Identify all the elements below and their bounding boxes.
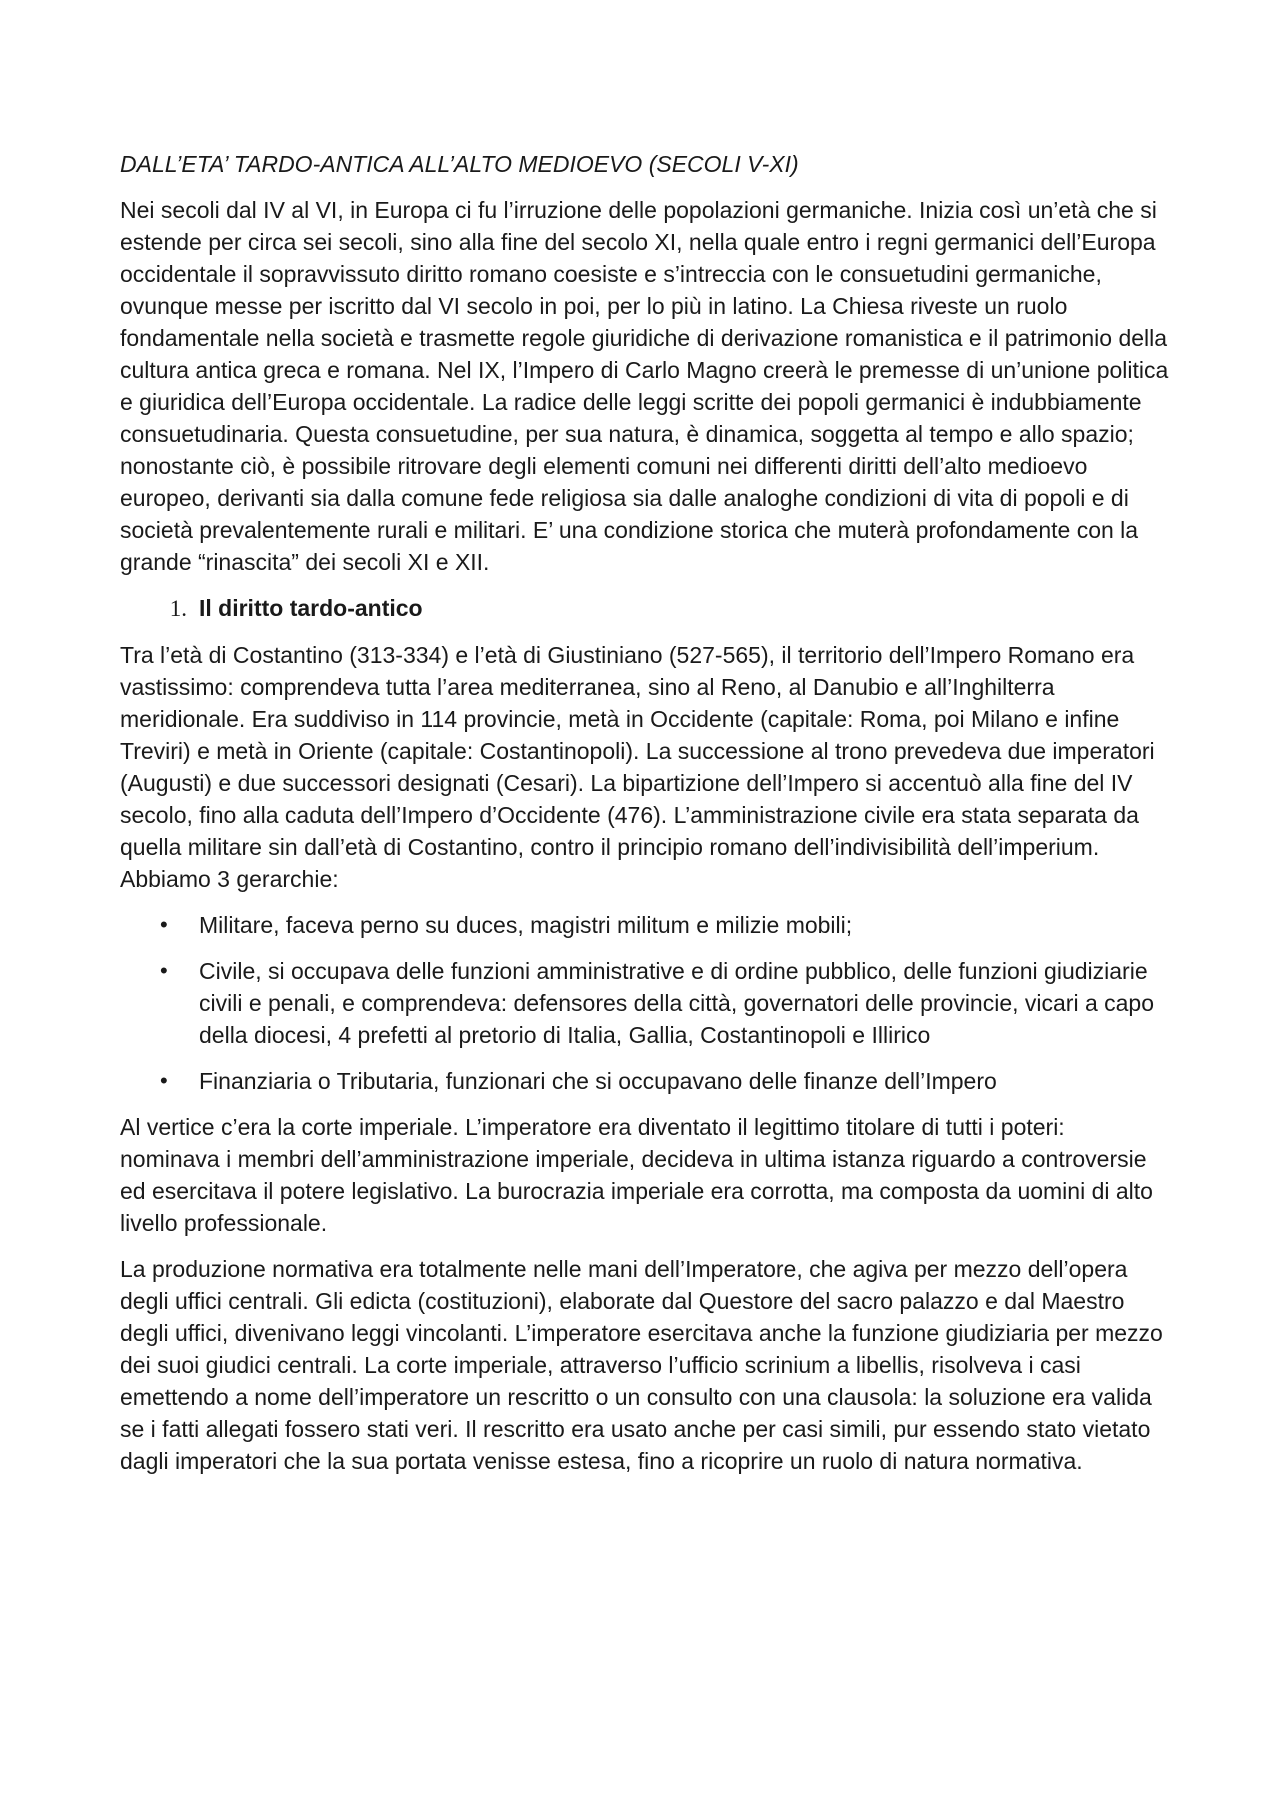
hierarchy-list xyxy=(120,909,1170,1097)
list-item-text: Civile, si occupava delle funzioni amministrative e di ordine pubblico, delle funzioni giudiziarie civili e penali, e comprendeva: defensores della città, governatori delle provincie, vicari a capo della diocesi, 4 prefetti al pretorio di Italia, Gallia, Costantinopoli e Illirico xyxy=(199,958,1155,1048)
list-item-text: Militare, faceva perno su duces, magistri militum e milizie mobili; xyxy=(199,912,853,938)
intro-paragraph: Nei secoli dal IV al VI, in Europa ci fu l’irruzione delle popolazioni germaniche. Inizia così un’età che si estende per circa sei secoli, sino alla fine del secolo XI, nella quale entro i regni germanici dell’Europa occidentale il sopravvissuto diritto romano coesiste e s’intreccia con le consuetudini germaniche, ovunque messe per iscritto dal VI secolo in poi, per lo più in latino. La Chiesa riveste un ruolo fondamentale nella società e trasmette regole giuridiche di derivazione romanistica e il patrimonio della cultura antica greca e romana. Nel IX, l’Impero di Carlo Magno creerà le premesse di un’unione politica e giuridica dell’Europa occidentale. La radice delle leggi scritte dei popoli germanici è indubbiamente consuetudinaria. Questa consuetudine, per sua natura, è dinamica, soggetta al tempo e allo spazio; nonostante ciò, è possibile ritrovare degli elementi comuni nei differenti diritti dell’alto medioevo europeo, derivanti sia dalla comune fede religiosa sia dalle analoghe condizioni di vita di popoli e di società prevalentemente rurali e militari. E’ una condizione storica che muterà profondamente con la grande “rinascita” dei secoli XI e XII. xyxy=(120,197,1169,575)
list-item xyxy=(120,955,1170,1051)
bullet-icon: • xyxy=(160,958,168,983)
bullet-icon: • xyxy=(160,1068,168,1093)
section-number: 1. xyxy=(169,596,187,621)
list-item xyxy=(120,1065,1170,1097)
bullet-icon: • xyxy=(160,912,168,937)
document-title: DALL’ETA’ TARDO-ANTICA ALL’ALTO MEDIOEVO (SECOLI V-XI) xyxy=(120,151,799,177)
document-page xyxy=(120,148,1170,1491)
list-item xyxy=(120,909,1170,941)
list-item-text: Finanziaria o Tributaria, funzionari che si occupavano delle finanze dell’Impero xyxy=(199,1068,997,1094)
section-paragraph-3: La produzione normativa era totalmente nelle mani dell’Imperatore, che agiva per mezzo dell’opera degli uffici centrali. Gli edicta (costituzioni), elaborate dal Questore del sacro palazzo e dal Maestro degli uffici, divenivano leggi vincolanti. L’imperatore esercitava anche la funzione giudiziaria per mezzo dei suoi giudici centrali. La corte imperiale, attraverso l’ufficio scrinium a libellis, risolveva i casi emettendo a nome dell’imperatore un rescritto o un consulto con una clausola: la soluzione era valida se i fatti allegati fossero stati veri. Il rescritto era usato anche per casi simili, pur essendo stato vietato dagli imperatori che la sua portata venisse estesa, fino a ricoprire un ruolo di natura normativa. xyxy=(120,1256,1163,1474)
section-paragraph-2: Al vertice c’era la corte imperiale. L’imperatore era diventato il legittimo titolare di tutti i poteri: nominava i membri dell’amministrazione imperiale, decideva in ultima istanza riguardo a controversie ed esercitava il potere legislativo. La burocrazia imperiale era corrotta, ma composta da uomini di alto livello professionale. xyxy=(120,1114,1153,1236)
section-paragraph-1: Tra l’età di Costantino (313-334) e l’età di Giustiniano (527-565), il territorio dell’Impero Romano era vastissimo: comprendeva tutta l’area mediterranea, sino al Reno, al Danubio e all’Inghilterra meridionale. Era suddiviso in 114 provincie, metà in Occidente (capitale: Roma, poi Milano e infine Treviri) e metà in Oriente (capitale: Costantinopoli). La successione al trono prevedeva due imperatori (Augusti) e due successori designati (Cesari). La bipartizione dell’Impero si accentuò alla fine del IV secolo, fino alla caduta dell’Impero d’Occidente (476). L’amministrazione civile era stata separata da quella militare sin dall’età di Costantino, contro il principio romano dell’indivisibilità dell’imperium. Abbiamo 3 gerarchie: xyxy=(120,642,1155,892)
section-heading xyxy=(120,592,1170,625)
section-title: Il diritto tardo-antico xyxy=(199,595,423,621)
